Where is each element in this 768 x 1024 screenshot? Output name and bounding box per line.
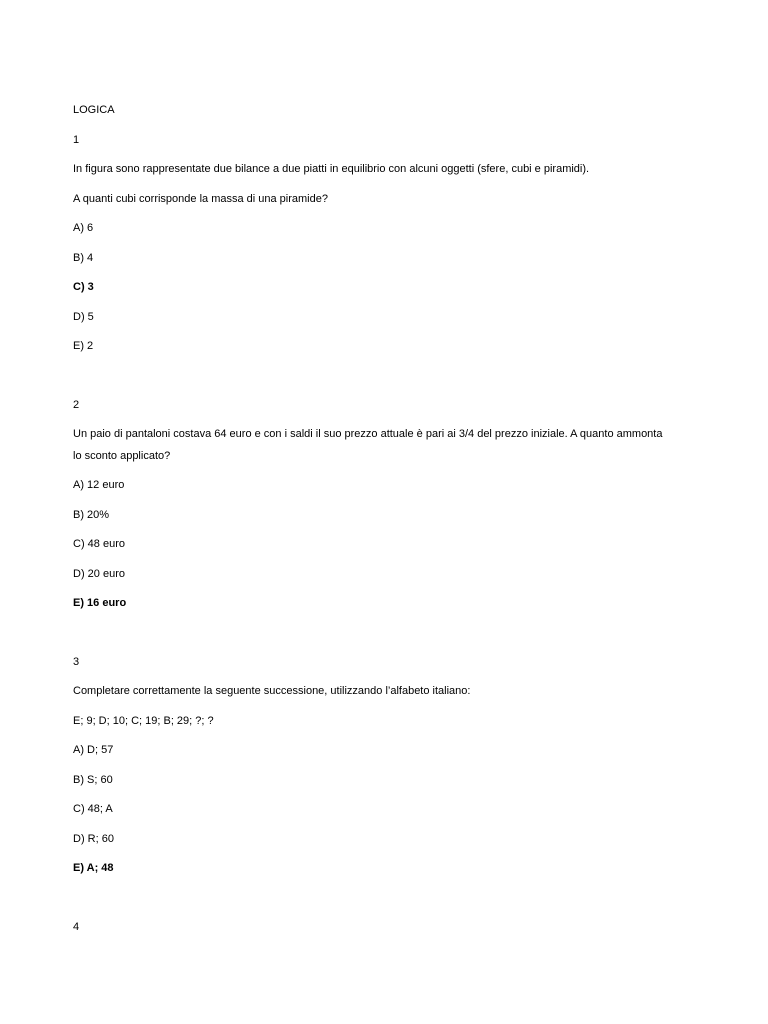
answer-option: B) 4 [73,251,94,264]
question-prompt: E; 9; D; 10; C; 19; B; 29; ?; ? [73,714,214,727]
question-number: 1 [73,133,80,146]
answer-option: C) 48 euro [73,538,125,550]
answer-option: A) 12 euro [73,479,125,491]
question-text: Un paio di pantaloni costava 64 euro e con i saldi il suo prezzo attuale è pari ai 3/4 del prezzo iniziale. A quanto ammonta lo sconto applicato? [73,428,663,462]
answer-option: B) S; 60 [73,773,113,786]
answer-option: C) 48; A [73,803,113,815]
answer-option: A) 6 [73,222,94,234]
spacer [73,891,673,920]
spacer [73,626,673,655]
document-page [73,103,673,949]
answer-option: E) 2 [73,340,94,352]
question-prompt: A quanti cubi corrisponde la massa di una piramide? [73,192,328,205]
answer-option: D) 5 [73,310,94,323]
spacer [73,369,673,398]
question-number: 2 [73,398,80,411]
answer-option-correct: C) 3 [73,281,94,293]
answer-option-correct: E) A; 48 [73,862,114,874]
question-text: Completare correttamente la seguente successione, utilizzando l’alfabeto italiano: [73,685,471,697]
answer-option: A) D; 57 [73,744,114,756]
answer-option: B) 20% [73,508,110,521]
question-number: 4 [73,920,80,933]
question-text: In figura sono rappresentate due bilance a due piatti in equilibrio con alcuni oggetti (sfere, cubi e piramidi). [73,163,590,175]
section-title: LOGICA [73,104,115,116]
answer-option-correct: E) 16 euro [73,597,127,609]
question-number: 3 [73,655,80,668]
answer-option: D) 20 euro [73,567,125,580]
answer-option: D) R; 60 [73,832,114,845]
